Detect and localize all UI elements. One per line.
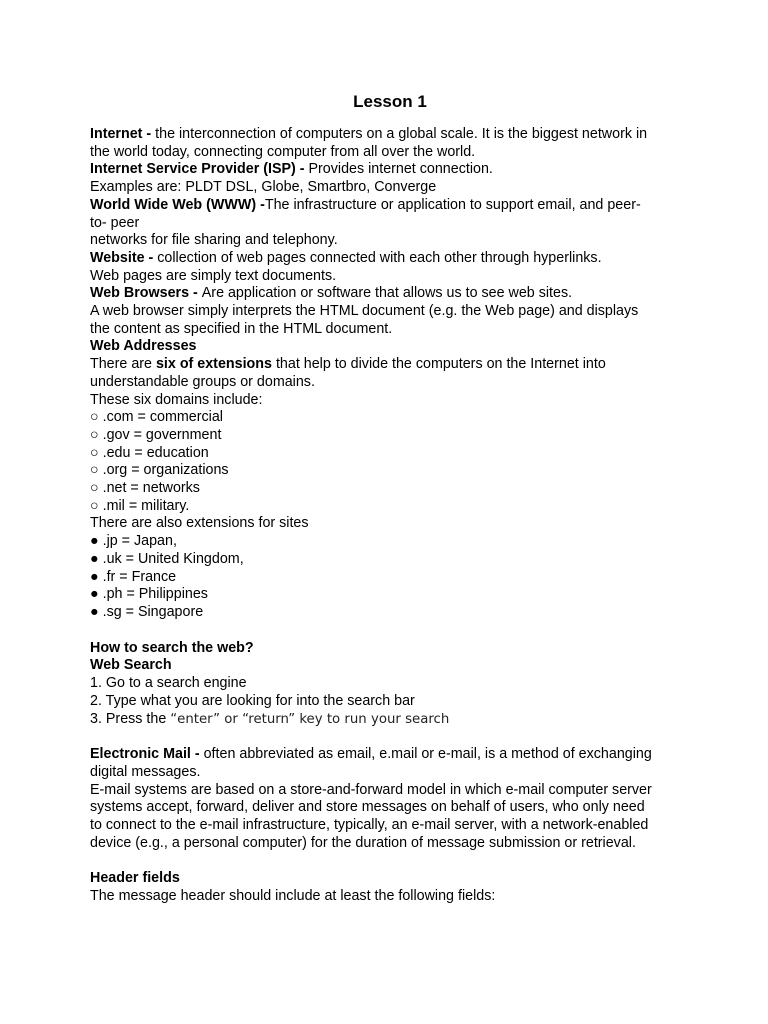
sites-intro: There are also extensions for sites [90, 515, 309, 532]
isp-examples: Examples are: PLDT DSL, Globe, Smartbro, Converge [90, 179, 437, 196]
isp-line [90, 161, 690, 179]
browsers-line [90, 285, 690, 303]
email-para-1: E-mail systems are based on a store-and-forward model in which e-mail computer server [90, 781, 652, 798]
header-fields-heading: Header fields [90, 870, 180, 887]
addresses-intro-post: that help to divide the computers on the Internet into [271, 356, 606, 373]
website-term: Website - [90, 249, 158, 266]
browsers-note-2: the content as specified in the HTML document. [90, 320, 393, 337]
website-note: Web pages are simply text documents. [90, 267, 337, 284]
website-line [90, 250, 690, 268]
domain-item: ○ .mil = military. [90, 497, 190, 514]
www-line-3: networks for file sharing and telephony. [90, 232, 338, 249]
spacer [90, 728, 690, 746]
spacer [90, 622, 690, 640]
browsers-term: Web Browsers - [90, 285, 202, 302]
isp-term: Internet Service Provider (ISP) - [90, 161, 309, 178]
isp-definition: Provides internet connection. [308, 161, 493, 178]
email-definition: often abbreviated as email, e.mail or e-mail, is a method of exchanging [203, 746, 652, 763]
internet-term: Internet - [90, 126, 156, 142]
search-question: How to search the web? [90, 639, 254, 656]
site-item: ● .jp = Japan, [90, 533, 177, 550]
search-step-1: 1. Go to a search engine [90, 675, 247, 692]
spacer [90, 852, 690, 870]
search-step-3-pre: 3. Press the [90, 710, 171, 727]
search-step-3-post: “enter” or “return” key to run your search [170, 711, 450, 727]
email-line-1 [90, 746, 690, 764]
email-term: Electronic Mail - [90, 746, 204, 763]
email-para-2: systems accept, forward, deliver and store messages on behalf of users, who only need [90, 799, 645, 816]
email-line-2: digital messages. [90, 763, 201, 780]
www-line-1 [90, 197, 690, 215]
internet-line-1 [90, 126, 690, 144]
site-item: ● .uk = United Kingdom, [90, 550, 244, 567]
domains-intro: These six domains include: [90, 391, 263, 408]
www-definition: The infrastructure or application to support email, and peer- [264, 196, 641, 213]
search-step-2: 2. Type what you are looking for into the search bar [90, 692, 415, 709]
domain-item: ○ .edu = education [90, 444, 209, 461]
addresses-intro-1 [90, 356, 690, 374]
search-step-3 [90, 711, 690, 729]
document-page [90, 92, 690, 906]
internet-line-2: the world today, connecting computer from all over the world. [90, 143, 476, 160]
site-item: ● .fr = France [90, 568, 177, 585]
domain-item: ○ .com = commercial [90, 409, 223, 426]
addresses-heading: Web Addresses [90, 338, 197, 355]
addresses-intro-bold: six of extensions [155, 356, 272, 373]
email-para-3: to connect to the e-mail infrastructure, typically, an e-mail server, with a network-enabled [90, 817, 649, 834]
addresses-intro-pre: There are [90, 356, 156, 373]
email-para-4: device (e.g., a personal computer) for the duration of message submission or retrieval. [90, 834, 636, 851]
page-title: Lesson 1 [353, 92, 427, 111]
domain-item: ○ .gov = government [90, 426, 222, 443]
domain-item: ○ .org = organizations [90, 462, 229, 479]
header-fields-text: The message header should include at least the following fields: [90, 888, 496, 905]
browsers-definition: Are application or software that allows us to see web sites. [201, 285, 573, 302]
site-item: ● .ph = Philippines [90, 586, 208, 603]
search-heading: Web Search [90, 657, 172, 674]
www-line-2: to- peer [90, 214, 140, 231]
browsers-note-1: A web browser simply interprets the HTML document (e.g. the Web page) and displays [90, 303, 639, 320]
domain-item: ○ .net = networks [90, 480, 200, 497]
internet-definition: the interconnection of computers on a global scale. It is the biggest network in [155, 126, 648, 142]
addresses-intro-2: understandable groups or domains. [90, 373, 315, 390]
website-definition: collection of web pages connected with each other through hyperlinks. [157, 249, 602, 266]
site-item: ● .sg = Singapore [90, 603, 204, 620]
www-term: World Wide Web (WWW) - [90, 196, 265, 213]
